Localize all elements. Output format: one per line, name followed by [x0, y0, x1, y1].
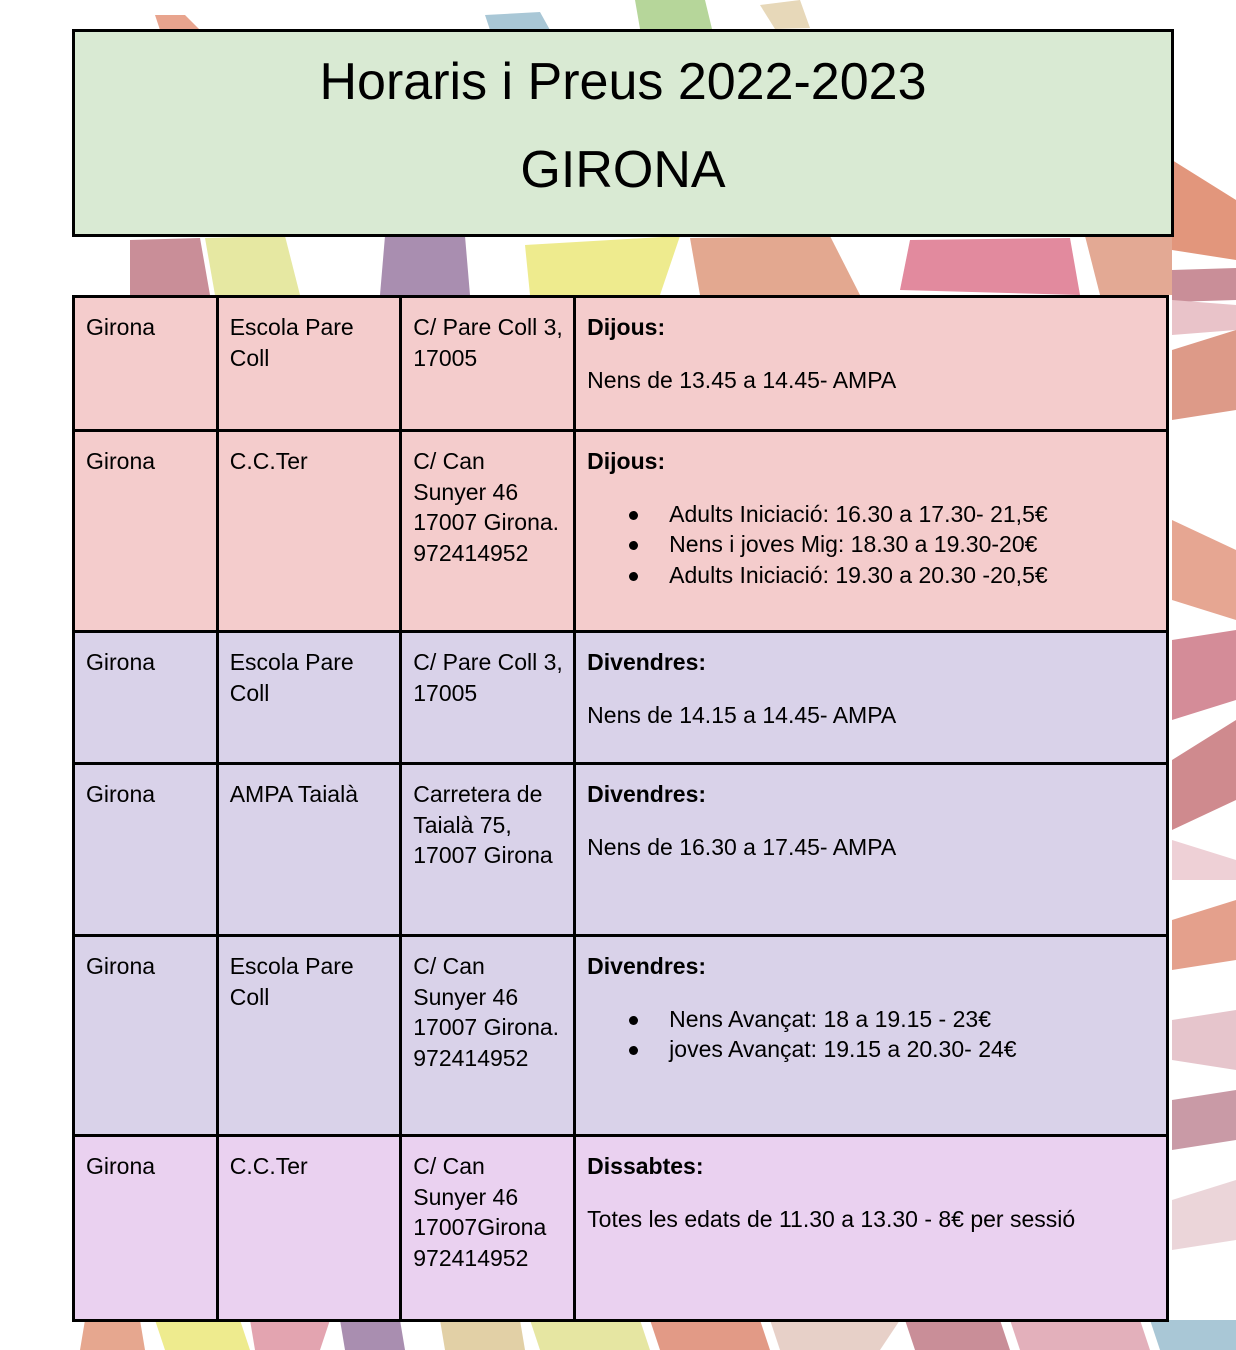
session-list — [587, 499, 1156, 591]
day-label: Dijous: — [587, 448, 666, 474]
table-row — [74, 632, 1168, 764]
schedule-table — [72, 295, 1169, 1322]
day-label: Divendres: — [587, 649, 707, 675]
venue-cell: Escola Pare Coll — [217, 632, 401, 764]
session-line: Nens de 13.45 a 14.45- AMPA — [587, 366, 897, 393]
session-line: Nens de 14.15 a 14.45- AMPA — [587, 701, 897, 728]
list-item: Adults Iniciació: 16.30 a 17.30- 21,5€ — [669, 499, 1156, 530]
schedule-cell — [575, 431, 1168, 632]
page-title: Horaris i Preus 2022-2023 — [319, 53, 927, 111]
day-label: Divendres: — [587, 953, 707, 979]
address-cell: C/ Can Sunyer 46 17007 Girona. 972414952 — [401, 431, 575, 632]
schedule-cell — [575, 1136, 1168, 1321]
venue-cell: AMPA Taialà — [217, 764, 401, 936]
list-item: Nens i joves Mig: 18.30 a 19.30-20€ — [669, 529, 1156, 560]
address-cell: Carretera de Taialà 75, 17007 Girona — [401, 764, 575, 936]
address-cell: C/ Can Sunyer 46 17007 Girona. 972414952 — [401, 936, 575, 1136]
city-cell: Girona — [74, 1136, 218, 1321]
table-row — [74, 764, 1168, 936]
city-cell: Girona — [74, 764, 218, 936]
day-label: Dijous: — [587, 314, 666, 340]
city-cell: Girona — [74, 297, 218, 431]
city-cell: Girona — [74, 936, 218, 1136]
city-cell: Girona — [74, 431, 218, 632]
list-item: Nens Avançat: 18 a 19.15 - 23€ — [669, 1004, 1156, 1035]
table-row — [74, 936, 1168, 1136]
city-cell: Girona — [74, 632, 218, 764]
schedule-cell — [575, 632, 1168, 764]
table-row — [74, 431, 1168, 632]
list-item: joves Avançat: 19.15 a 20.30- 24€ — [669, 1034, 1156, 1065]
session-list — [587, 1004, 1156, 1065]
day-label: Divendres: — [587, 781, 707, 807]
schedule-cell — [575, 936, 1168, 1136]
address-cell: C/ Pare Coll 3, 17005 — [401, 632, 575, 764]
table-row — [74, 297, 1168, 431]
address-cell: C/ Can Sunyer 46 17007Girona 972414952 — [401, 1136, 575, 1321]
venue-cell: Escola Pare Coll — [217, 936, 401, 1136]
list-item: Adults Iniciació: 19.30 a 20.30 -20,5€ — [669, 560, 1156, 591]
table-row — [74, 1136, 1168, 1321]
venue-cell: C.C.Ter — [217, 1136, 401, 1321]
schedule-cell — [575, 297, 1168, 431]
venue-cell: C.C.Ter — [217, 431, 401, 632]
day-label: Dissabtes: — [587, 1153, 704, 1179]
session-line: Totes les edats de 11.30 a 13.30 - 8€ per sessió — [587, 1205, 1076, 1232]
venue-cell: Escola Pare Coll — [217, 297, 401, 431]
title-banner — [72, 29, 1174, 237]
schedule-cell — [575, 764, 1168, 936]
address-cell: C/ Pare Coll 3, 17005 — [401, 297, 575, 431]
page-subtitle: GIRONA — [520, 141, 726, 199]
session-line: Nens de 16.30 a 17.45- AMPA — [587, 833, 897, 860]
